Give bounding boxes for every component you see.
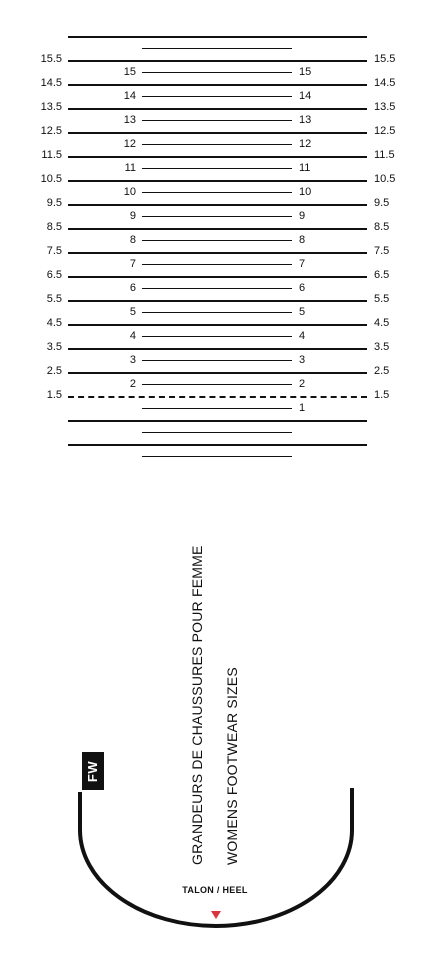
long-size-line (68, 36, 367, 38)
short-size-line (142, 360, 292, 361)
long-size-label-right: 14.5 (374, 77, 396, 89)
long-size-label-left: 15.5 (40, 53, 62, 65)
heel-label: TALON / HEEL (182, 885, 248, 895)
short-size-line (142, 48, 292, 49)
short-size-label-left: 13 (123, 114, 136, 126)
short-size-line (142, 408, 292, 409)
long-size-label-right: 4.5 (374, 317, 390, 329)
long-size-line (68, 348, 367, 350)
heel-outline (0, 740, 437, 964)
short-size-label-left: 4 (129, 330, 136, 342)
long-size-line (68, 132, 367, 134)
long-size-line (68, 60, 367, 62)
long-size-label-right: 3.5 (374, 341, 390, 353)
short-size-label-right: 5 (299, 306, 306, 318)
long-size-line (68, 300, 367, 302)
long-size-label-right: 11.5 (374, 149, 395, 161)
long-size-label-right: 8.5 (374, 221, 390, 233)
short-size-line (142, 288, 292, 289)
long-size-label-left: 7.5 (46, 245, 62, 257)
short-size-label-right: 6 (299, 282, 306, 294)
short-size-line (142, 96, 292, 97)
short-size-line (142, 264, 292, 265)
short-size-label-left: 8 (129, 234, 136, 246)
short-size-label-right: 12 (299, 138, 312, 150)
heart-marker-icon (211, 911, 221, 919)
long-size-line (68, 228, 367, 230)
short-size-label-right: 7 (299, 258, 306, 270)
short-size-line (142, 144, 292, 145)
short-size-label-left: 10 (123, 186, 136, 198)
long-size-line (68, 324, 367, 326)
long-size-label-left: 10.5 (40, 173, 62, 185)
short-size-label-right: 14 (299, 90, 312, 102)
long-size-label-left: 12.5 (40, 125, 62, 137)
short-size-label-right: 9 (299, 210, 306, 222)
long-size-label-left: 1.5 (46, 389, 62, 401)
long-size-label-right: 13.5 (374, 101, 396, 113)
long-size-label-right: 7.5 (374, 245, 390, 257)
title-french: GRANDEURS DE CHAUSSURES POUR FEMME (189, 545, 205, 865)
short-size-label-right: 11 (299, 162, 311, 174)
short-size-line (142, 432, 292, 433)
short-size-label-right: 13 (299, 114, 312, 126)
fw-logo-text: FW (85, 760, 101, 782)
long-size-label-left: 9.5 (46, 197, 62, 209)
short-size-line (142, 456, 292, 457)
short-size-line (142, 384, 292, 385)
short-size-label-left: 5 (129, 306, 136, 318)
long-size-line (68, 372, 367, 374)
long-size-label-left: 2.5 (46, 365, 62, 377)
long-size-label-right: 1.5 (374, 389, 390, 401)
short-size-label-right: 2 (299, 378, 306, 390)
long-size-label-left: 4.5 (46, 317, 62, 329)
short-size-line (142, 336, 292, 337)
short-size-line (142, 168, 292, 169)
short-size-line (142, 312, 292, 313)
short-size-label-left: 14 (123, 90, 136, 102)
long-size-line (68, 252, 367, 254)
long-size-label-right: 9.5 (374, 197, 390, 209)
long-size-line (68, 444, 367, 446)
short-size-label-right: 1 (299, 402, 306, 414)
short-size-label-left: 3 (129, 354, 136, 366)
title-english: WOMENS FOOTWEAR SIZES (224, 667, 240, 865)
long-size-line (68, 180, 367, 182)
long-size-line (68, 108, 367, 110)
long-size-label-right: 15.5 (374, 53, 396, 65)
short-size-label-right: 4 (299, 330, 306, 342)
long-size-label-left: 3.5 (46, 341, 62, 353)
long-size-label-right: 6.5 (374, 269, 390, 281)
short-size-line (142, 192, 292, 193)
long-size-label-right: 10.5 (374, 173, 396, 185)
long-size-label-left: 11.5 (41, 149, 62, 161)
long-size-line (68, 156, 367, 158)
short-size-label-left: 12 (123, 138, 136, 150)
long-size-line (68, 396, 367, 398)
short-size-label-right: 10 (299, 186, 312, 198)
long-size-label-right: 2.5 (374, 365, 390, 377)
short-size-line (142, 120, 292, 121)
long-size-label-right: 5.5 (374, 293, 390, 305)
long-size-line (68, 84, 367, 86)
short-size-line (142, 240, 292, 241)
short-size-line (142, 216, 292, 217)
short-size-label-left: 2 (129, 378, 136, 390)
long-size-label-left: 13.5 (40, 101, 62, 113)
short-size-label-right: 3 (299, 354, 306, 366)
long-size-label-left: 8.5 (46, 221, 62, 233)
short-size-label-right: 15 (299, 66, 312, 78)
short-size-line (142, 72, 292, 73)
short-size-label-left: 11 (124, 162, 136, 174)
long-size-line (68, 420, 367, 422)
short-size-label-left: 6 (129, 282, 136, 294)
long-size-label-left: 6.5 (46, 269, 62, 281)
long-size-label-left: 14.5 (40, 77, 62, 89)
size-ruler (0, 0, 437, 470)
long-size-label-left: 5.5 (46, 293, 62, 305)
long-size-line (68, 276, 367, 278)
short-size-label-right: 8 (299, 234, 306, 246)
short-size-label-left: 15 (123, 66, 136, 78)
long-size-label-right: 12.5 (374, 125, 396, 137)
short-size-label-left: 7 (129, 258, 136, 270)
short-size-label-left: 9 (129, 210, 136, 222)
long-size-line (68, 204, 367, 206)
